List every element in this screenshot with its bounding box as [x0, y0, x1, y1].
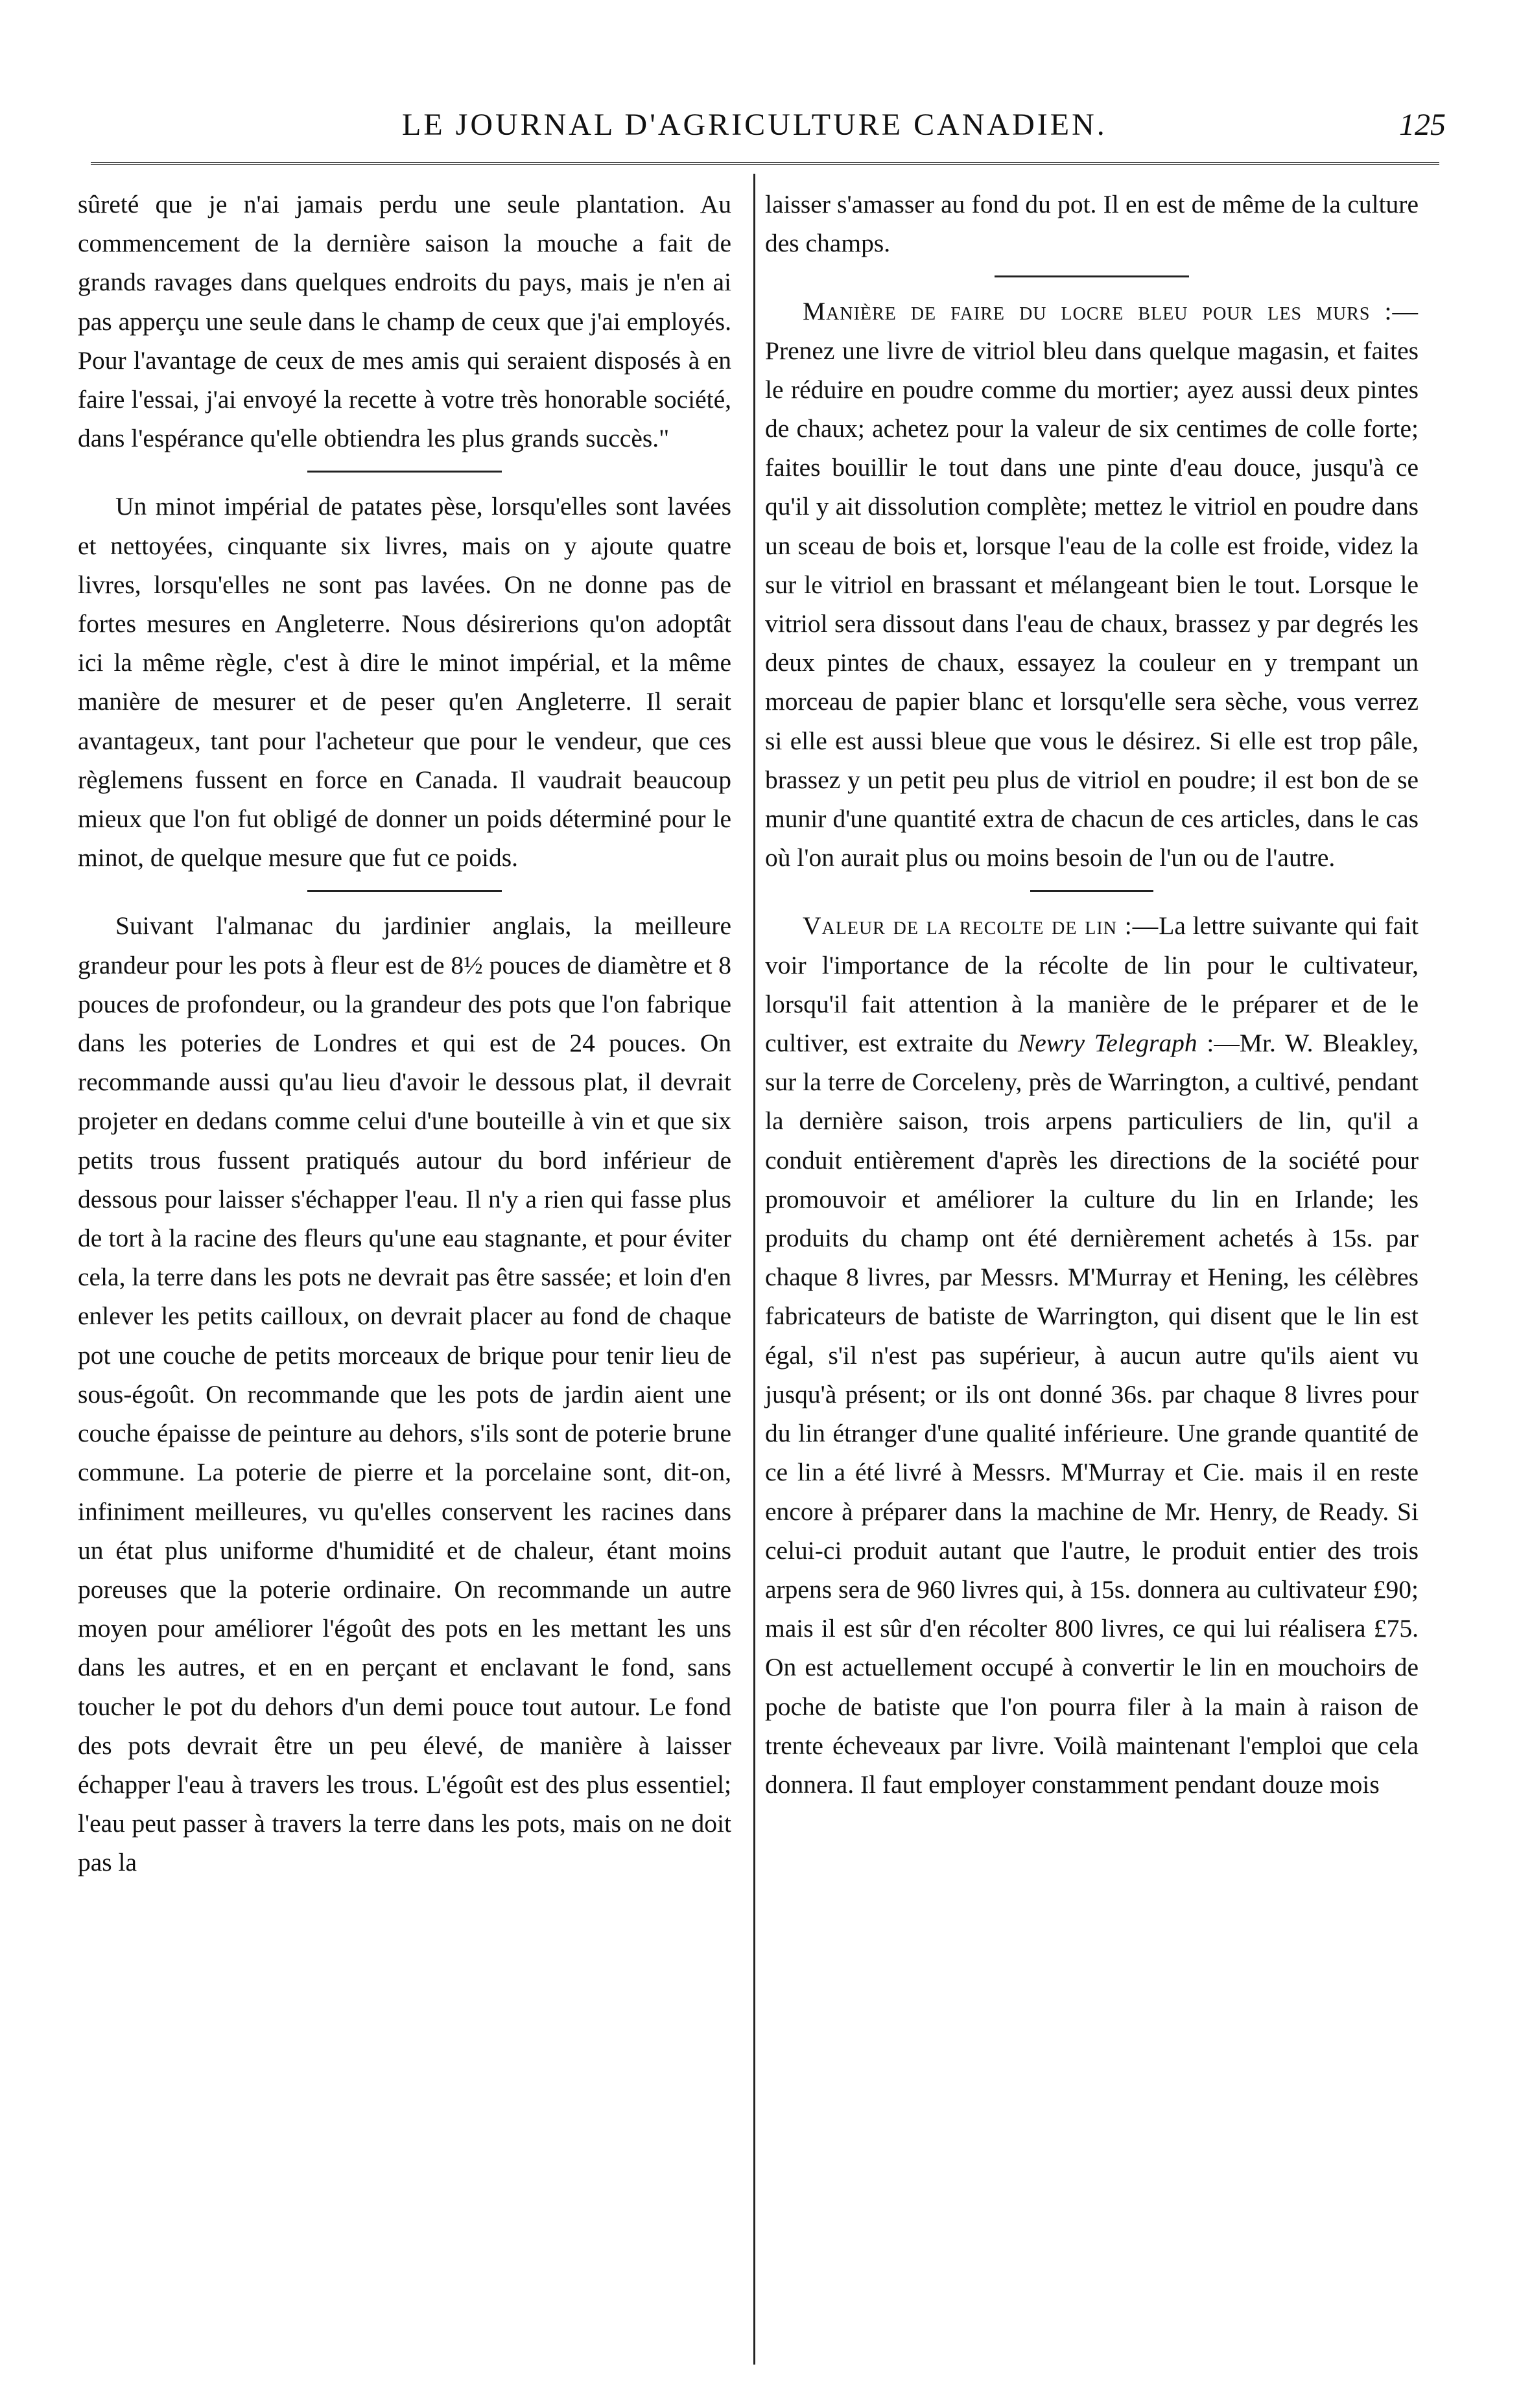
newspaper-name: Newry Telegraph: [1017, 1029, 1197, 1058]
section-heading-blue-ochre: Manière de faire du locre bleu pour les murs :—: [803, 297, 1419, 326]
section-divider: [307, 471, 502, 473]
paragraph-flower-pots: Suivant l'almanac du jardinier anglais, la meilleure grandeur pour les pots à fleur est de 8½ pouces de diamètre et 8 pouces de profondeur, ou la grandeur des pots que l'on fabrique dans les poteries de Londres et qui est de 24 pouces. On recommande aussi qu'au lieu d'avoir le dessous plat, il devrait projeter en dedans comme celui d'une bouteille à vin et que six petits trous fussent pratiqués autour du bord inférieur de dessous pour laisser s'échapper l'eau. Il n'y a rien qui fasse plus de tort à la racine des fleurs qu'une eau stagnante, et pour éviter cela, la terre dans les pots ne devrait pas être sassée; et loin d'en enlever les petits cailloux, on devrait placer au fond de chaque pot une couche de petits morceaux de brique pour tenir lieu de sous-égoût. On recommande que les pots de jardin aient une couche épaisse de peinture au dehors, s'ils sont de poterie brune commune. La poterie de pierre et la porcelaine sont, dit-on, infiniment meilleures, vu qu'elles conservent les racines dans un état plus uniforme d'humidité et de chaleur, étant moins poreuses que la poterie ordinaire. On recommande un autre moyen pour améliorer l'égoût des pots en les mettant les uns dans les autres, et en en perçant et enclavant le fond, sans toucher le pot du dehors d'un demi pouce tout autour. Le fond des pots devrait être un peu élevé, de manière à laisser échapper l'eau à travers les trous. L'égoût est des plus essentiel; l'eau peut passer à travers la terre dans les pots, mais on ne doit pas la: [78, 911, 731, 1877]
section-heading-flax-value: Valeur de la recolte de lin :—: [803, 911, 1159, 941]
left-column: [78, 185, 731, 1882]
section-divider: [307, 890, 502, 892]
paragraph-flower-pots-end: laisser s'amasser au fond du pot. Il en est de même de la culture des champs.: [765, 190, 1419, 258]
running-title: LE JOURNAL D'AGRICULTURE CANADIEN.: [402, 108, 1107, 142]
page-header: [104, 107, 1446, 152]
section-body-flax-value-a: La lettre suivante qui fait voir l'importance de la récolte de lin pour le cultivateur, lorsqu'il fait attention à la manière de le préparer et de le cultiver, est extraite du: [765, 911, 1419, 1058]
paragraph-grubs-continued: sûreté que je n'ai jamais perdu une seule plantation. Au commencement de la dernière saison la mouche a fait de grands ravages dans quelques endroits du pays, mais je n'en ai pas apperçu une seule dans le champ de ceux que j'ai employés. Pour l'avantage de ceux de mes amis qui seraient disposés à en faire l'essai, j'ai envoyé la recette à votre très honorable société, dans l'espérance qu'elle obtiendra les plus grands succès.": [78, 190, 731, 453]
page-number: 125: [1399, 108, 1446, 142]
paragraph-blue-ochre: [765, 292, 1419, 877]
section-divider: [1030, 890, 1153, 892]
section-divider: [995, 275, 1189, 277]
paragraph-imperial-bushel: Un minot impérial de patates pèse, lorsqu'elles sont lavées et nettoyées, cinquante six livres, mais on y ajoute quatre livres, lorsqu'elles ne sont pas lavées. On ne donne pas de fortes mesures en Angleterre. Nous désirerions qu'on adoptât ici la même règle, c'est à dire le minot impérial, et la même manière de mesurer et de peser qu'en Angleterre. Il serait avantageux, tant pour l'acheteur que pour le vendeur, que ces règlemens fussent en force en Canada. Il vaudrait beaucoup mieux que l'on fut obligé de donner un poids déterminé pour le minot, de quelque mesure que fut ce poids.: [78, 492, 731, 872]
section-body-flax-value-b: :—Mr. W. Bleakley, sur la terre de Corceleny, près de Warrington, a cultivé, pendant la dernière saison, trois arpens particuliers de lin, qu'il a conduit entièrement d'après les directions de la société pour promouvoir et améliorer la culture du lin en Irlande; les produits du champ ont été dernièrement achetés à 15s. par chaque 8 livres, par Messrs. M'Murray et Hening, les célèbres fabricateurs de batiste de Warrington, qui disent que le lin est égal, s'il n'est pas supérieur, à aucun autre qu'ils aient vu jusqu'à présent; or ils ont donné 36s. par chaque 8 livres pour du lin étranger d'une qualité inférieure. Une grande quantité de ce lin a été livré à Messrs. M'Murray et Cie. mais il en reste encore à préparer dans la machine de Mr. Henry, de Ready. Si celui-ci produit autant que l'autre, le produit entier des trois arpens sera de 960 livres qui, à 15s. donnera au cultivateur £90; mais il est sûr d'en récolter 800 livres, ce qui lui réalisera £75. On est actuellement occupé à convertir le lin en mouchoirs de poche de batiste que l'on pourra filer à la main à raison de trente écheveaux par livre. Voilà maintenant l'emploi que cela donnera. Il faut employer constamment pendant douze mois: [765, 1029, 1419, 1799]
section-body-blue-ochre: Prenez une livre de vitriol bleu dans quelque magasin, et faites le réduire en poudre comme du mortier; ayez aussi deux pintes de chaux; achetez pour la valeur de six centimes de colle forte; faites bouillir le tout dans une pinte d'eau douce, jusqu'à ce qu'il y ait dissolution complète; mettez le vitriol en poudre dans un sceau de bois et, lorsque l'eau de la colle est froide, videz la sur le vitriol en brassant et mélangeant bien le tout. Lorsque le vitriol sera dissout dans l'eau de chaux, brassez y par degrés les deux pintes de chaux, essayez la couleur en y trempant un morceau de papier blanc et lorsqu'elle sera sèche, vous verrez si elle est aussi bleue que vous le désirez. Si elle est trop pâle, brassez y un petit peu plus de vitriol en poudre; il est bon de se munir d'une quantité extra de chacun de ces articles, dans le cas où l'on aurait plus ou moins besoin de l'un ou de l'autre.: [765, 336, 1419, 872]
column-divider: [753, 174, 755, 2365]
paragraph-flax-value: [765, 906, 1419, 1804]
right-column: [765, 185, 1419, 1804]
header-rule: [91, 162, 1439, 165]
